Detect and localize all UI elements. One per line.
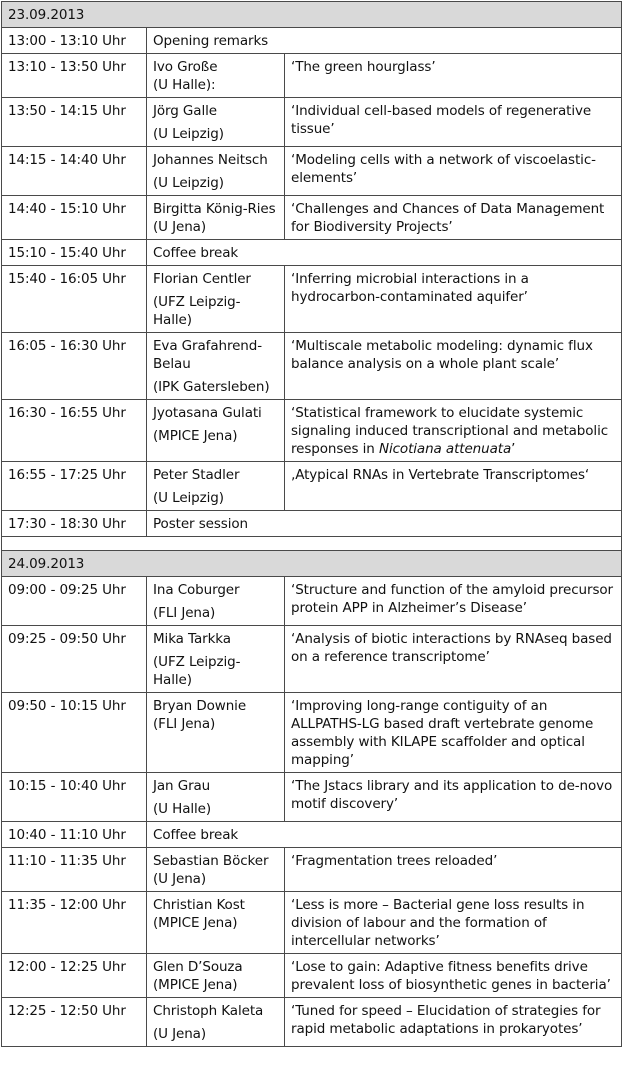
speaker-affiliation: (UFZ Leipzig-Halle)	[153, 294, 241, 328]
schedule-row	[2, 773, 622, 822]
schedule-row	[2, 28, 622, 54]
schedule-row	[2, 822, 622, 848]
speaker-affiliation: (FLI Jena)	[153, 716, 216, 732]
schedule-row	[2, 998, 622, 1047]
speaker-cell	[147, 773, 285, 822]
speaker-cell	[147, 333, 285, 400]
time-cell: 11:35 - 12:00 Uhr	[2, 892, 147, 954]
speaker-cell	[147, 400, 285, 462]
time-cell: 12:25 - 12:50 Uhr	[2, 998, 147, 1047]
talk-title: ‘Lose to gain: Adaptive fitness benefits drive prevalent loss of biosynthetic genes in bacteria’	[285, 954, 622, 998]
speaker-cell	[147, 848, 285, 892]
speaker-name: Jyotasana Gulati	[153, 405, 262, 421]
speaker-cell	[147, 147, 285, 196]
talk-title: ‘Fragmentation trees reloaded’	[285, 848, 622, 892]
speaker-affiliation: (MPICE Jena)	[153, 915, 238, 931]
talk-title: ‘The green hourglass’	[285, 54, 622, 98]
day-date: 23.09.2013	[2, 2, 622, 28]
talk-title-text: ‘Statistical framework to elucidate systemic signaling induced transcriptional and metabolic responses in	[291, 405, 609, 457]
time-cell: 16:30 - 16:55 Uhr	[2, 400, 147, 462]
speaker-cell	[147, 892, 285, 954]
talk-title: ‘Modeling cells with a network of viscoelastic-elements’	[285, 147, 622, 196]
schedule-row	[2, 848, 622, 892]
talk-title: ‘Inferring microbial interactions in a hydrocarbon-contaminated aquifer’	[285, 266, 622, 333]
speaker-affiliation: (U Leipzig)	[153, 175, 224, 191]
schedule-row	[2, 196, 622, 240]
time-cell: 16:05 - 16:30 Uhr	[2, 333, 147, 400]
day-header-row	[2, 551, 622, 577]
event-cell: Coffee break	[147, 822, 622, 848]
speaker-affiliation: (U Jena)	[153, 219, 207, 235]
speaker-cell	[147, 693, 285, 773]
talk-title: ‘Tuned for speed – Elucidation of strategies for rapid metabolic adaptations in prokaryotes’	[285, 998, 622, 1047]
speaker-affiliation: (U Jena)	[153, 871, 207, 887]
talk-title: ‘Structure and function of the amyloid precursor protein APP in Alzheimer’s Disease’	[285, 577, 622, 626]
time-cell: 13:10 - 13:50 Uhr	[2, 54, 147, 98]
schedule-row	[2, 954, 622, 998]
speaker-name: Jan Grau	[153, 778, 211, 794]
day-date: 24.09.2013	[2, 551, 622, 577]
talk-title-end: ’	[511, 441, 516, 457]
time-cell: 13:50 - 14:15 Uhr	[2, 98, 147, 147]
event-cell: Opening remarks	[147, 28, 622, 54]
talk-title	[285, 400, 622, 462]
speaker-name: Jörg Galle	[153, 103, 217, 119]
time-cell: 09:00 - 09:25 Uhr	[2, 577, 147, 626]
speaker-cell	[147, 196, 285, 240]
speaker-cell	[147, 998, 285, 1047]
speaker-cell	[147, 954, 285, 998]
speaker-affiliation: (U Halle)	[153, 801, 212, 817]
schedule-row	[2, 693, 622, 773]
speaker-name: Mika Tarkka	[153, 631, 231, 647]
speaker-affiliation: (U Halle):	[153, 77, 216, 93]
talk-title: ‘Individual cell-based models of regenerative tissue’	[285, 98, 622, 147]
speaker-name: Ina Coburger	[153, 582, 240, 598]
talk-title: ‘Challenges and Chances of Data Management for Biodiversity Projects’	[285, 196, 622, 240]
schedule-row	[2, 240, 622, 266]
schedule-row	[2, 577, 622, 626]
speaker-name: Johannes Neitsch	[153, 152, 268, 168]
speaker-name: Birgitta König-Ries	[153, 201, 276, 217]
schedule-row	[2, 462, 622, 511]
talk-title: ‘Multiscale metabolic modeling: dynamic flux balance analysis on a whole plant scale’	[285, 333, 622, 400]
speaker-name: Sebastian Böcker	[153, 853, 269, 869]
event-cell: Poster session	[147, 511, 622, 537]
speaker-name: Eva Grafahrend-Belau	[153, 338, 263, 372]
schedule-row	[2, 54, 622, 98]
time-cell: 10:40 - 11:10 Uhr	[2, 822, 147, 848]
talk-title: ‘The Jstacs library and its application to de-novo motif discovery’	[285, 773, 622, 822]
speaker-affiliation: (MPICE Jena)	[153, 428, 238, 444]
speaker-cell	[147, 266, 285, 333]
speaker-affiliation: (IPK Gatersleben)	[153, 379, 270, 395]
time-cell: 09:25 - 09:50 Uhr	[2, 626, 147, 693]
time-cell: 09:50 - 10:15 Uhr	[2, 693, 147, 773]
day-separator	[2, 537, 622, 551]
speaker-name: Christoph Kaleta	[153, 1003, 264, 1019]
speaker-affiliation: (UFZ Leipzig-Halle)	[153, 654, 241, 688]
time-cell: 16:55 - 17:25 Uhr	[2, 462, 147, 511]
program-table	[1, 1, 622, 1047]
day-separator-row	[2, 537, 622, 551]
schedule-row	[2, 98, 622, 147]
time-cell: 17:30 - 18:30 Uhr	[2, 511, 147, 537]
speaker-cell	[147, 462, 285, 511]
speaker-cell	[147, 54, 285, 98]
time-cell: 11:10 - 11:35 Uhr	[2, 848, 147, 892]
time-cell: 14:40 - 15:10 Uhr	[2, 196, 147, 240]
schedule-row	[2, 333, 622, 400]
time-cell: 13:00 - 13:10 Uhr	[2, 28, 147, 54]
time-cell: 15:10 - 15:40 Uhr	[2, 240, 147, 266]
schedule-row	[2, 147, 622, 196]
schedule-row	[2, 626, 622, 693]
speaker-affiliation: (U Leipzig)	[153, 490, 224, 506]
speaker-name: Bryan Downie	[153, 698, 247, 714]
talk-title-species: Nicotiana attenuata	[378, 441, 512, 457]
time-cell: 14:15 - 14:40 Uhr	[2, 147, 147, 196]
speaker-name: Florian Centler	[153, 271, 251, 287]
speaker-cell	[147, 577, 285, 626]
talk-title: ‘Analysis of biotic interactions by RNAseq based on a reference transcriptome’	[285, 626, 622, 693]
speaker-cell	[147, 98, 285, 147]
time-cell: 15:40 - 16:05 Uhr	[2, 266, 147, 333]
speaker-name: Glen D’Souza	[153, 959, 243, 975]
talk-title: ‘Less is more – Bacterial gene loss results in division of labour and the formation of intercellular networks’	[285, 892, 622, 954]
talk-title: ‚Atypical RNAs in Vertebrate Transcriptomes‘	[285, 462, 622, 511]
time-cell: 10:15 - 10:40 Uhr	[2, 773, 147, 822]
schedule-row	[2, 511, 622, 537]
speaker-name: Peter Stadler	[153, 467, 240, 483]
schedule-row	[2, 400, 622, 462]
speaker-name: Ivo Große	[153, 59, 218, 75]
day-header-row	[2, 2, 622, 28]
speaker-affiliation: (U Jena)	[153, 1026, 207, 1042]
schedule-row	[2, 892, 622, 954]
speaker-affiliation: (FLI Jena)	[153, 605, 216, 621]
speaker-affiliation: (MPICE Jena)	[153, 977, 238, 993]
talk-title: ‘Improving long-range contiguity of an ALLPATHS-LG based draft vertebrate genome assembly with KILAPE scaffolder and optical mapping’	[285, 693, 622, 773]
schedule-row	[2, 266, 622, 333]
time-cell: 12:00 - 12:25 Uhr	[2, 954, 147, 998]
speaker-cell	[147, 626, 285, 693]
speaker-affiliation: (U Leipzig)	[153, 126, 224, 142]
speaker-name: Christian Kost	[153, 897, 245, 913]
event-cell: Coffee break	[147, 240, 622, 266]
